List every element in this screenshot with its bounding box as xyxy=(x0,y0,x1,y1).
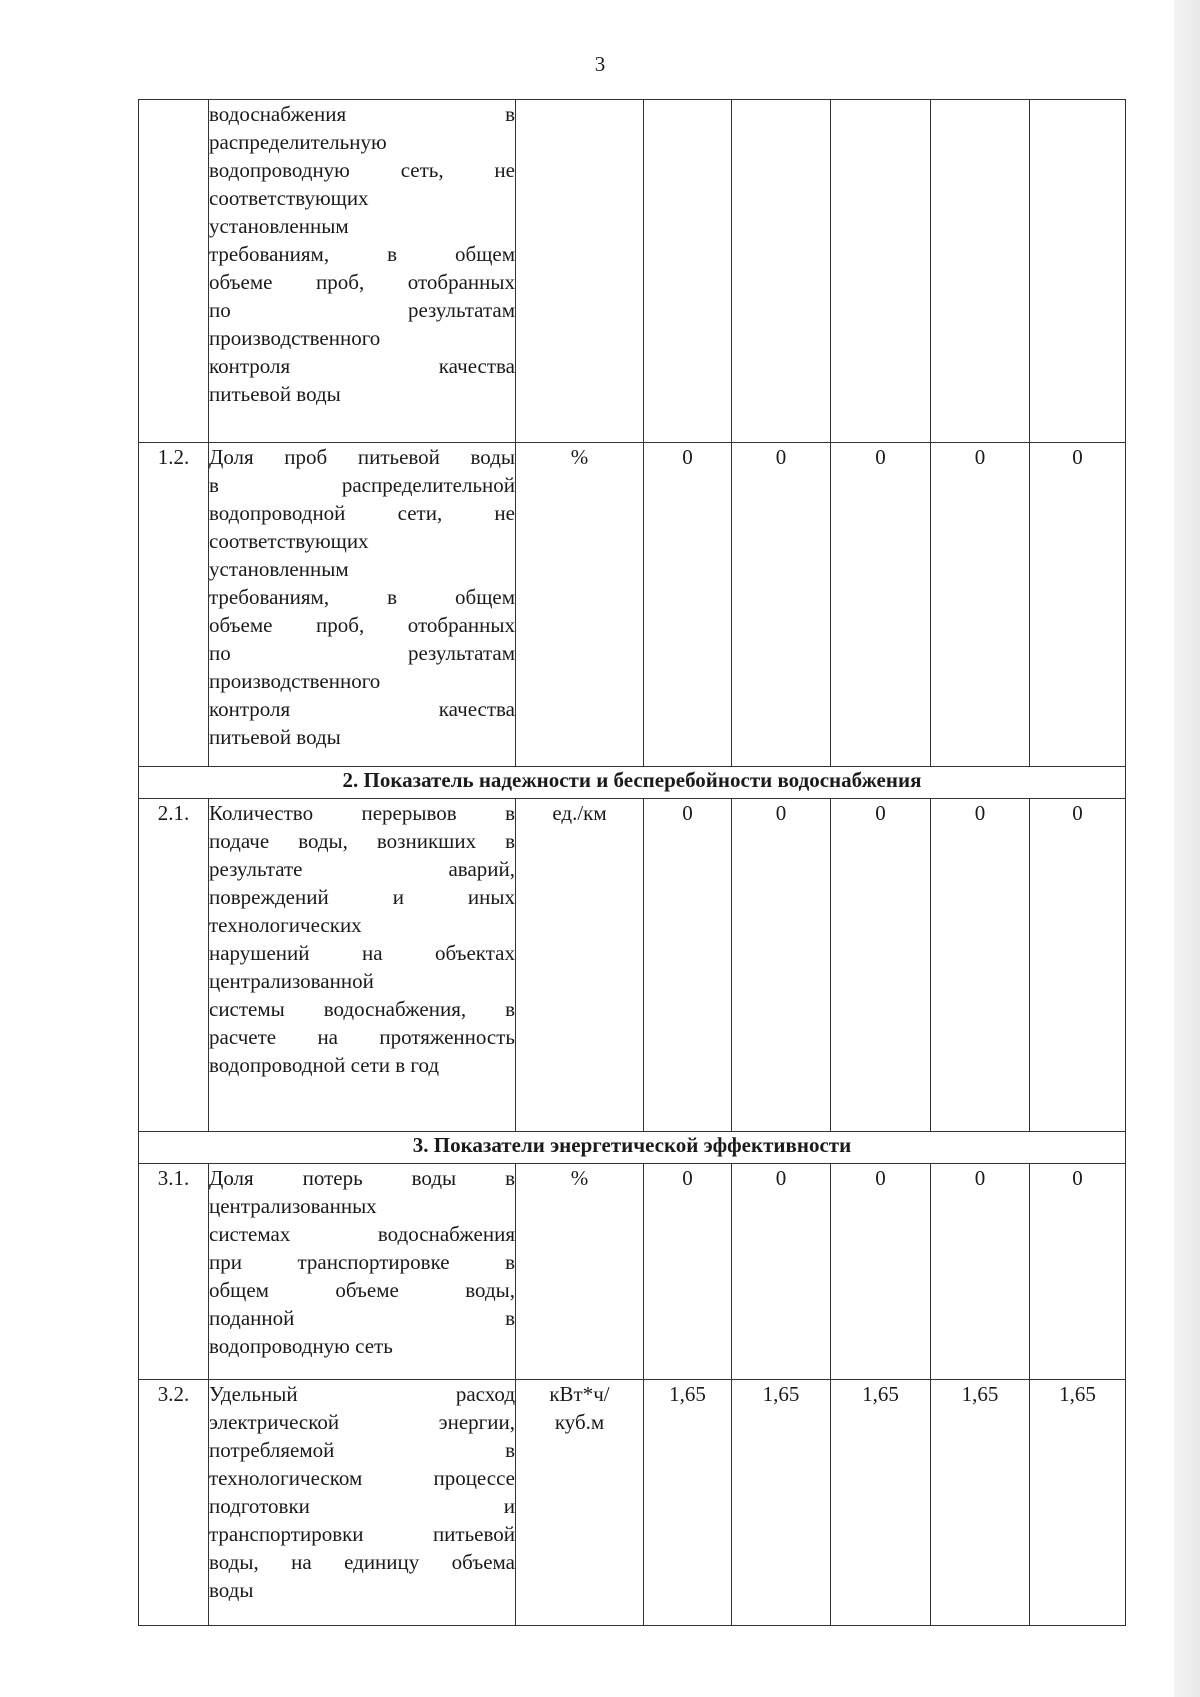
description-line: при транспортировке в xyxy=(209,1250,515,1274)
value-cell xyxy=(931,100,1030,443)
description-line: контроля качества xyxy=(209,697,515,721)
table-row xyxy=(139,443,1126,767)
value-cell: 0 xyxy=(1030,799,1126,1132)
description-line: требованиям, в общем xyxy=(209,585,515,609)
table-row xyxy=(139,1164,1126,1380)
description-line: подаче воды, возникших в xyxy=(209,829,515,853)
value-cell: 0 xyxy=(1030,1164,1126,1380)
description-line: водопроводную сеть, не xyxy=(209,158,515,182)
value-cell: 0 xyxy=(732,1164,831,1380)
description-line: производственного xyxy=(209,326,381,350)
row-number: 3.1. xyxy=(139,1164,209,1380)
table-row xyxy=(139,1380,1126,1626)
description-line: требованиям, в общем xyxy=(209,242,515,266)
section-heading: 2. Показатель надежности и бесперебойности водоснабжения xyxy=(139,767,1126,799)
table-row xyxy=(139,799,1126,1132)
description-line: системы водоснабжения, в xyxy=(209,997,515,1021)
unit-cell xyxy=(516,1380,644,1626)
description-line: производственного xyxy=(209,669,381,693)
description-line: технологическом процессе xyxy=(209,1466,515,1490)
section-heading: 3. Показатели энергетической эффективности xyxy=(139,1132,1126,1164)
value-cell xyxy=(644,100,732,443)
description-line: общем объеме воды, xyxy=(209,1278,515,1302)
value-cell xyxy=(831,100,931,443)
description-line: по результатам xyxy=(209,641,515,665)
value-cell: 0 xyxy=(831,1164,931,1380)
value-cell: 1,65 xyxy=(644,1380,732,1626)
value-cell: 1,65 xyxy=(931,1380,1030,1626)
description-line: соответствующих xyxy=(209,529,369,553)
value-cell: 0 xyxy=(831,799,931,1132)
indicator-description xyxy=(209,799,516,1132)
description-line: расчете на протяженность xyxy=(209,1025,515,1049)
indicator-description xyxy=(209,1164,516,1380)
indicator-description xyxy=(209,1380,516,1626)
row-number xyxy=(139,100,209,443)
row-number: 1.2. xyxy=(139,443,209,767)
description-line: транспортировки питьевой xyxy=(209,1522,515,1546)
row-number: 2.1. xyxy=(139,799,209,1132)
description-line: поданной в xyxy=(209,1306,515,1330)
value-cell: 0 xyxy=(831,443,931,767)
description-line: по результатам xyxy=(209,298,515,322)
description-line: Количество перерывов в xyxy=(209,801,515,825)
description-line: соответствующих xyxy=(209,186,369,210)
indicator-description xyxy=(209,100,516,443)
unit-cell: % xyxy=(516,443,644,767)
table-row xyxy=(139,100,1126,443)
description-line: в распределительной xyxy=(209,473,515,497)
unit-line: кВт*ч/ xyxy=(549,1382,610,1406)
description-line: нарушений на объектах xyxy=(209,941,515,965)
description-line: водопроводной сети, не xyxy=(209,501,515,525)
value-cell: 1,65 xyxy=(732,1380,831,1626)
description-line: питьевой воды xyxy=(209,725,341,749)
description-line: распределительную xyxy=(209,130,387,154)
row-number: 3.2. xyxy=(139,1380,209,1626)
description-line: водопроводную сеть xyxy=(209,1334,393,1358)
value-cell xyxy=(1030,100,1126,443)
value-cell: 1,65 xyxy=(1030,1380,1126,1626)
unit-cell xyxy=(516,100,644,443)
description-line: результате аварий, xyxy=(209,857,515,881)
description-line: воды xyxy=(209,1578,254,1602)
description-line: питьевой воды xyxy=(209,382,341,406)
description-line: централизованных xyxy=(209,1194,377,1218)
value-cell: 0 xyxy=(931,799,1030,1132)
description-line: контроля качества xyxy=(209,354,515,378)
description-line: централизованной xyxy=(209,969,374,993)
unit-cell: ед./км xyxy=(516,799,644,1132)
description-line: электрической энергии, xyxy=(209,1410,515,1434)
description-line: установленным xyxy=(209,557,349,581)
section-row xyxy=(139,767,1126,799)
description-line: Удельный расход xyxy=(209,1382,515,1406)
value-cell: 0 xyxy=(1030,443,1126,767)
value-cell xyxy=(732,100,831,443)
description-line: объеме проб, отобранных xyxy=(209,613,515,637)
description-line: подготовки и xyxy=(209,1494,515,1518)
description-line: воды, на единицу объема xyxy=(209,1550,515,1574)
indicator-description xyxy=(209,443,516,767)
value-cell: 0 xyxy=(732,799,831,1132)
section-row xyxy=(139,1132,1126,1164)
value-cell: 1,65 xyxy=(831,1380,931,1626)
description-line: водоснабжения в xyxy=(209,102,515,126)
unit-line: куб.м xyxy=(554,1410,605,1434)
value-cell: 0 xyxy=(644,799,732,1132)
description-line: системах водоснабжения xyxy=(209,1222,515,1246)
description-line: водопроводной сети в год xyxy=(209,1053,440,1077)
description-line: Доля потерь воды в xyxy=(209,1166,515,1190)
unit-cell: % xyxy=(516,1164,644,1380)
description-line: повреждений и иных xyxy=(209,885,515,909)
page-number: 3 xyxy=(594,52,606,76)
value-cell: 0 xyxy=(931,1164,1030,1380)
value-cell: 0 xyxy=(644,443,732,767)
scan-edge xyxy=(1174,0,1200,1697)
value-cell: 0 xyxy=(931,443,1030,767)
description-line: технологических xyxy=(209,913,362,937)
description-line: установленным xyxy=(209,214,349,238)
value-cell: 0 xyxy=(732,443,831,767)
indicators-table xyxy=(138,99,1126,1626)
description-line: потребляемой в xyxy=(209,1438,515,1462)
value-cell: 0 xyxy=(644,1164,732,1380)
description-line: Доля проб питьевой воды xyxy=(209,445,515,469)
description-line: объеме проб, отобранных xyxy=(209,270,515,294)
